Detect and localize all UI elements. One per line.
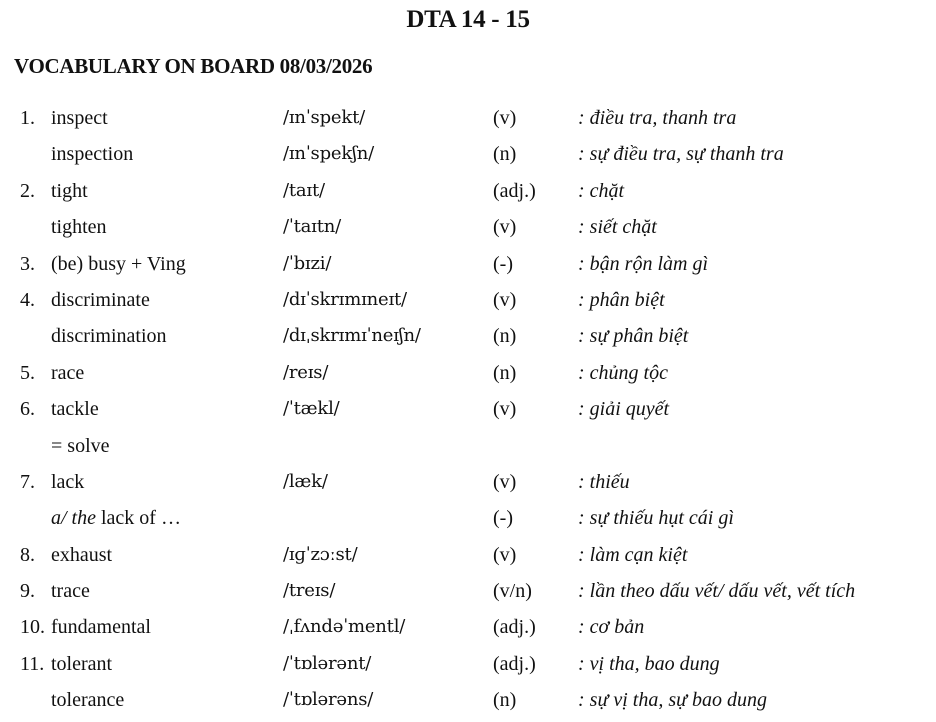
vocab-word: trace bbox=[51, 580, 90, 603]
vocab-meaning: : sự điều tra, sự thanh tra bbox=[578, 143, 784, 166]
vocab-word: discrimination bbox=[51, 325, 167, 348]
item-number: 3. bbox=[20, 252, 35, 275]
vocab-part-of-speech: (v) bbox=[493, 216, 517, 239]
vocab-row bbox=[0, 500, 936, 536]
vocab-row bbox=[0, 537, 936, 573]
vocab-word: inspect bbox=[51, 107, 108, 129]
item-number: 7. bbox=[20, 470, 35, 493]
item-number: 1. bbox=[20, 107, 35, 129]
vocab-meaning: : cơ bản bbox=[578, 616, 645, 639]
vocab-row bbox=[0, 173, 936, 209]
vocab-meaning: : bận rộn làm gì bbox=[578, 252, 708, 275]
vocab-pronunciation: /ˈtaɪtn/ bbox=[283, 216, 342, 238]
vocab-pronunciation: /læk/ bbox=[283, 470, 328, 492]
vocab-part-of-speech: (-) bbox=[493, 507, 513, 530]
vocab-meaning: : lần theo dấu vết/ dấu vết, vết tích bbox=[578, 580, 856, 603]
vocab-row bbox=[0, 100, 936, 136]
vocab-part-of-speech: (n) bbox=[493, 361, 517, 384]
vocab-meaning: : chặt bbox=[578, 179, 625, 202]
vocab-meaning: : sự thiếu hụt cái gì bbox=[578, 507, 734, 530]
vocab-part-of-speech: (n) bbox=[493, 689, 517, 712]
item-number: 6. bbox=[20, 398, 35, 421]
vocab-word: tighten bbox=[51, 216, 107, 239]
vocab-meaning: : làm cạn kiệt bbox=[578, 543, 688, 566]
vocab-part-of-speech: (adj.) bbox=[493, 652, 536, 675]
vocab-pronunciation: /dɪˌskrɪmɪˈneɪʃn/ bbox=[283, 325, 421, 347]
vocab-meaning: : thiếu bbox=[578, 470, 630, 493]
vocab-pronunciation: /ɪɡˈzɔːst/ bbox=[283, 543, 358, 565]
item-number: 8. bbox=[20, 543, 35, 566]
vocab-row bbox=[0, 573, 936, 609]
vocab-pronunciation: /ˈbɪzi/ bbox=[283, 252, 332, 274]
vocab-part-of-speech: (adj.) bbox=[493, 179, 536, 202]
vocab-word: tackle bbox=[51, 398, 99, 421]
vocab-word: tolerant bbox=[51, 652, 113, 675]
item-number: 4. bbox=[20, 288, 35, 311]
vocab-part-of-speech: (v) bbox=[493, 398, 517, 421]
vocab-part-of-speech: (adj.) bbox=[493, 616, 536, 639]
vocab-word: exhaust bbox=[51, 543, 113, 566]
vocab-pronunciation: /ˈtɒlərəns/ bbox=[283, 689, 374, 711]
item-number: 10. bbox=[20, 616, 45, 639]
vocab-pronunciation: /ˈtækl/ bbox=[283, 398, 340, 420]
vocab-row bbox=[0, 646, 936, 682]
vocab-word: (be) busy + Ving bbox=[51, 252, 186, 275]
vocab-pronunciation: /dɪˈskrɪmɪneɪt/ bbox=[283, 288, 407, 310]
vocab-pronunciation: /ɪnˈspekt/ bbox=[283, 107, 365, 128]
vocab-synonym: = solve bbox=[51, 434, 110, 457]
item-number: 2. bbox=[20, 179, 35, 202]
vocab-row bbox=[0, 282, 936, 318]
vocab-row bbox=[0, 355, 936, 391]
vocab-meaning: : vị tha, bao dung bbox=[578, 652, 720, 675]
vocab-meaning: : siết chặt bbox=[578, 216, 657, 239]
vocab-part-of-speech: (v) bbox=[493, 107, 517, 129]
item-number: 5. bbox=[20, 361, 35, 384]
vocab-pronunciation: /ˈtɒlərənt/ bbox=[283, 652, 372, 674]
vocab-pronunciation: /ˌfʌndəˈmentl/ bbox=[283, 616, 406, 638]
vocab-meaning: : sự phân biệt bbox=[578, 325, 689, 348]
vocabulary-list bbox=[0, 100, 936, 719]
vocab-word: lack bbox=[51, 470, 85, 493]
vocab-part-of-speech: (n) bbox=[493, 325, 517, 348]
vocab-row bbox=[0, 464, 936, 500]
vocab-word: race bbox=[51, 361, 85, 384]
vocab-pronunciation: /treɪs/ bbox=[283, 580, 336, 602]
document-title: DTA 14 - 15 bbox=[406, 6, 530, 33]
vocab-phrase-rest: lack of … bbox=[96, 507, 181, 530]
vocab-meaning: : điều tra, thanh tra bbox=[578, 107, 737, 129]
vocab-word: discriminate bbox=[51, 288, 150, 311]
vocab-row bbox=[0, 246, 936, 282]
vocab-row bbox=[0, 209, 936, 245]
vocab-meaning: : phân biệt bbox=[578, 288, 665, 311]
vocab-row bbox=[0, 609, 936, 645]
vocab-word: fundamental bbox=[51, 616, 151, 639]
item-number: 11. bbox=[20, 652, 45, 675]
vocab-part-of-speech: (v/n) bbox=[493, 580, 532, 603]
vocab-row bbox=[0, 136, 936, 172]
vocab-word: tight bbox=[51, 179, 88, 202]
item-number: 9. bbox=[20, 580, 35, 603]
vocab-phrase bbox=[51, 500, 181, 536]
vocab-meaning: : chủng tộc bbox=[578, 361, 668, 384]
vocab-pronunciation: /reɪs/ bbox=[283, 361, 329, 383]
vocab-part-of-speech: (v) bbox=[493, 288, 517, 311]
vocab-part-of-speech: (v) bbox=[493, 543, 517, 566]
vocab-row bbox=[0, 318, 936, 354]
vocab-word: tolerance bbox=[51, 689, 125, 712]
vocab-meaning: : giải quyết bbox=[578, 398, 670, 421]
vocab-meaning: : sự vị tha, sự bao dung bbox=[578, 689, 768, 712]
vocab-phrase-article: a/ the bbox=[51, 507, 96, 530]
vocab-row bbox=[0, 682, 936, 718]
vocab-row bbox=[0, 391, 936, 427]
vocab-pronunciation: /ɪnˈspekʃn/ bbox=[283, 143, 375, 165]
document-subtitle: VOCABULARY ON BOARD 08/03/2026 bbox=[14, 54, 373, 78]
vocab-part-of-speech: (-) bbox=[493, 252, 513, 275]
vocab-word: inspection bbox=[51, 143, 134, 166]
vocab-part-of-speech: (n) bbox=[493, 143, 517, 166]
vocab-pronunciation: /taɪt/ bbox=[283, 179, 325, 201]
vocab-row bbox=[0, 428, 936, 464]
vocab-part-of-speech: (v) bbox=[493, 470, 517, 493]
